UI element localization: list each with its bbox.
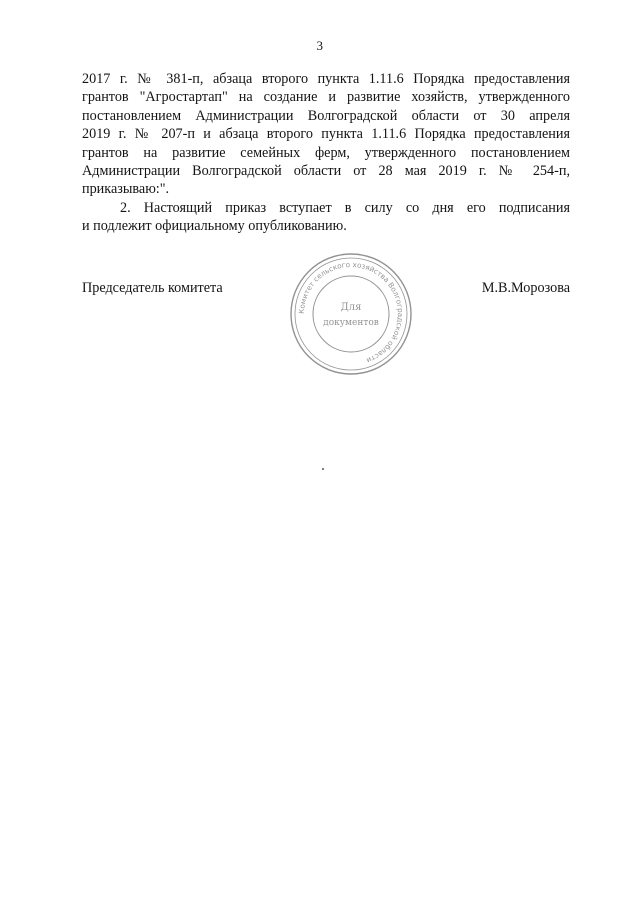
text-line: постановлением Администрации Волгоградской области от 30 апреля (82, 107, 570, 124)
text-line: 2019 г. № 207-п и абзаца второго пункта 1.11.6 Порядка предоставления (82, 126, 570, 143)
document-body (82, 70, 570, 236)
seal-center-line-1: Для (340, 302, 362, 313)
seal-ring-text: Комитет сельского хозяйства Волгоградской области (296, 259, 406, 366)
text-line: 2. Настоящий приказ вступает в силу со дня его подписания (120, 199, 570, 216)
text-line: грантов "Агростартап" на создание и развитие хозяйств, утвержденного (82, 89, 570, 106)
text-line: 2017 г. № 381-п, абзаца второго пункта 1.11.6 Порядка предоставления (82, 71, 570, 87)
page-number: 3 (316, 38, 324, 53)
signature-block (82, 259, 570, 380)
signatory-name: М.В.Морозова (481, 280, 570, 296)
text-line: и подлежит официальному опубликованию. (82, 218, 347, 235)
text-line: Администрации Волгоградской области от 28 мая 2019 г. № 254-п, (82, 163, 570, 180)
seal-center-line-2: документов (323, 318, 379, 328)
text-line: приказываю:". (82, 181, 170, 198)
official-seal (287, 250, 415, 378)
signatory-title: Председатель комитета (82, 280, 223, 296)
text-line: грантов на развитие семейных ферм, утвержденного постановлением (82, 144, 570, 161)
stray-dot (322, 468, 324, 470)
